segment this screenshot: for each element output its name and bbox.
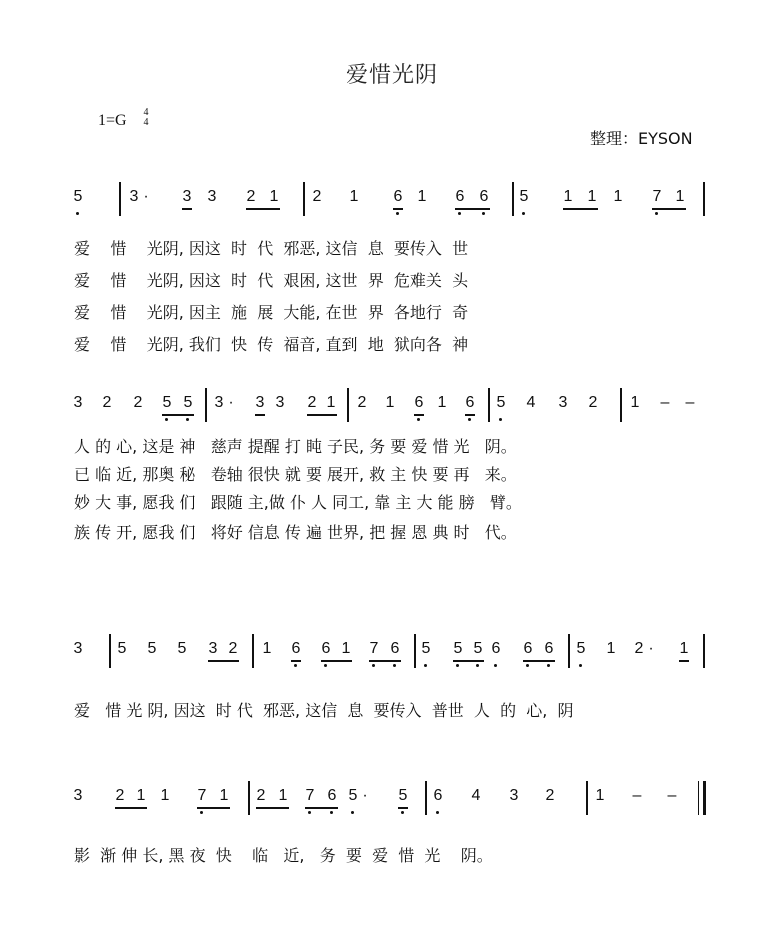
note: 5 <box>420 640 432 658</box>
note: 2 <box>228 640 238 657</box>
note: 2 <box>588 394 598 411</box>
note: 5 <box>117 640 127 657</box>
note: 6 <box>478 188 490 206</box>
note: 1 <box>349 188 359 205</box>
note: 1 <box>437 394 447 411</box>
note: 6 <box>392 188 404 206</box>
lyric-line: 爱 惜 光阴, 因这 时 代 艰困, 这世 界 危难关 头 <box>74 271 469 290</box>
beam <box>197 807 230 809</box>
note: 6 <box>432 787 444 805</box>
note: 7 <box>304 787 316 805</box>
note: 6 <box>290 640 302 658</box>
note: 3 <box>207 188 217 205</box>
beam <box>523 660 555 662</box>
key-signature <box>98 107 149 130</box>
barline <box>119 182 121 216</box>
barline <box>347 388 349 422</box>
note: · <box>143 188 149 205</box>
lyric-line: 爱 惜 光阴, 因这 时 代 邪恶, 这信 息 要传入 世 <box>74 239 469 258</box>
note: 3 <box>214 394 224 411</box>
note: 1 <box>587 188 597 205</box>
note: – <box>667 787 677 804</box>
time-top: 4 <box>143 107 149 118</box>
note: · <box>228 394 234 411</box>
note: 6 <box>522 640 534 658</box>
note: 3 <box>73 787 83 804</box>
note: 1 <box>613 188 623 205</box>
note: 5 <box>177 640 187 657</box>
note: · <box>648 640 654 657</box>
note: 3 <box>275 394 285 411</box>
note: 6 <box>543 640 555 658</box>
barline <box>303 182 305 216</box>
barline <box>414 634 416 668</box>
note: 5 <box>518 188 530 206</box>
lyric-line: 已 临 近, 那奥 秘 卷轴 很快 就 要 展开, 救 主 快 要 再 来。 <box>74 465 517 484</box>
beam <box>208 660 239 662</box>
note: 2 <box>307 394 317 411</box>
note: 2 <box>133 394 143 411</box>
note: 3 <box>254 394 266 412</box>
note: 1 <box>262 640 272 657</box>
note: 5 <box>472 640 484 658</box>
note: 2 <box>256 787 266 804</box>
note: 3 <box>558 394 568 411</box>
note: – <box>632 787 642 804</box>
note: 4 <box>526 394 536 411</box>
note: 5 <box>495 394 507 412</box>
note: 2 <box>102 394 112 411</box>
note: 7 <box>196 787 208 805</box>
barline <box>109 634 111 668</box>
barline <box>512 182 514 216</box>
note: 3 <box>509 787 519 804</box>
note: 1 <box>269 188 279 205</box>
beam <box>115 807 147 809</box>
barline <box>425 781 427 815</box>
note: 6 <box>320 640 332 658</box>
note: 3 <box>208 640 218 657</box>
note: 4 <box>471 787 481 804</box>
beam <box>305 807 338 809</box>
barline <box>568 634 570 668</box>
lyric-line: 人 的 心, 这是 神 慈声 提醒 打 盹 子民, 务 要 爱 惜 光 阴。 <box>74 437 517 456</box>
note: 5 <box>452 640 464 658</box>
time-bottom: 4 <box>143 117 149 128</box>
note: 2 <box>634 640 644 657</box>
note: 5 <box>347 787 359 805</box>
note: 3 <box>73 640 83 657</box>
beam <box>321 660 352 662</box>
barline <box>205 388 207 422</box>
note: 1 <box>417 188 427 205</box>
notation-system-3 <box>0 634 784 674</box>
barline <box>620 388 622 422</box>
note: 1 <box>675 188 685 205</box>
beam <box>162 414 194 416</box>
barline <box>488 388 490 422</box>
note: 5 <box>72 188 84 206</box>
note: 5 <box>397 787 409 805</box>
note: 1 <box>595 787 605 804</box>
note: 3 <box>73 394 83 411</box>
note: 1 <box>341 640 351 657</box>
note: 6 <box>413 394 425 412</box>
barline <box>252 634 254 668</box>
note: 2 <box>115 787 125 804</box>
note: 5 <box>147 640 157 657</box>
barline <box>703 182 705 216</box>
final-double-barline <box>698 781 706 815</box>
note: 5 <box>575 640 587 658</box>
notation-system-2 <box>0 388 784 428</box>
beam <box>256 807 289 809</box>
note: 1 <box>160 787 170 804</box>
lyric-line: 妙 大 事, 愿我 们 跟随 主,做 仆 人 同工, 靠 主 大 能 膀 臂。 <box>74 493 522 512</box>
note: 6 <box>454 188 466 206</box>
beam <box>455 208 490 210</box>
lyric-line: 爱 惜 光 阴, 因这 时 代 邪恶, 这信 息 要传入 普世 人 的 心, 阴 <box>74 701 574 720</box>
note: – <box>685 394 695 411</box>
note: 5 <box>182 394 194 412</box>
key-label: 1=G <box>98 112 127 129</box>
note: 7 <box>651 188 663 206</box>
note: 1 <box>326 394 336 411</box>
beam <box>652 208 686 210</box>
barline <box>703 634 705 668</box>
note: 1 <box>606 640 616 657</box>
beam <box>369 660 401 662</box>
note: 2 <box>545 787 555 804</box>
note: 1 <box>136 787 146 804</box>
notation-system-1 <box>0 182 784 222</box>
note: 7 <box>368 640 380 658</box>
note: 1 <box>678 640 690 658</box>
arranger-credit: 整理：EYSON <box>590 129 693 148</box>
note: 5 <box>161 394 173 412</box>
note: 1 <box>630 394 640 411</box>
beam <box>246 208 280 210</box>
lyric-line: 族 传 开, 愿我 们 将好 信息 传 遍 世界, 把 握 恩 典 时 代。 <box>74 523 517 542</box>
barline <box>586 781 588 815</box>
time-signature <box>142 108 150 128</box>
note: 1 <box>563 188 573 205</box>
note: 2 <box>246 188 256 205</box>
note: 6 <box>326 787 338 805</box>
note: 1 <box>219 787 229 804</box>
note: 6 <box>464 394 476 412</box>
note: 1 <box>385 394 395 411</box>
note: – <box>660 394 670 411</box>
note: 2 <box>312 188 322 205</box>
notation-system-4 <box>0 781 784 821</box>
lyric-line: 爱 惜 光阴, 我们 快 传 福音, 直到 地 狱向各 神 <box>74 335 469 354</box>
lyric-line: 影 渐 伸 长, 黑 夜 快 临 近, 务 要 爱 惜 光 阴。 <box>74 846 493 865</box>
beam <box>563 208 598 210</box>
lyric-line: 爱 惜 光阴, 因主 施 展 大能, 在世 界 各地行 奇 <box>74 303 469 322</box>
note: 2 <box>357 394 367 411</box>
note: 3 <box>181 188 193 206</box>
beam <box>307 414 337 416</box>
beam <box>453 660 484 662</box>
note: 6 <box>389 640 401 658</box>
note: 3 <box>129 188 139 205</box>
note: 6 <box>490 640 502 658</box>
barline <box>248 781 250 815</box>
note: 1 <box>278 787 288 804</box>
note: · <box>362 787 368 804</box>
song-title: 爱惜光阴 <box>345 63 438 88</box>
